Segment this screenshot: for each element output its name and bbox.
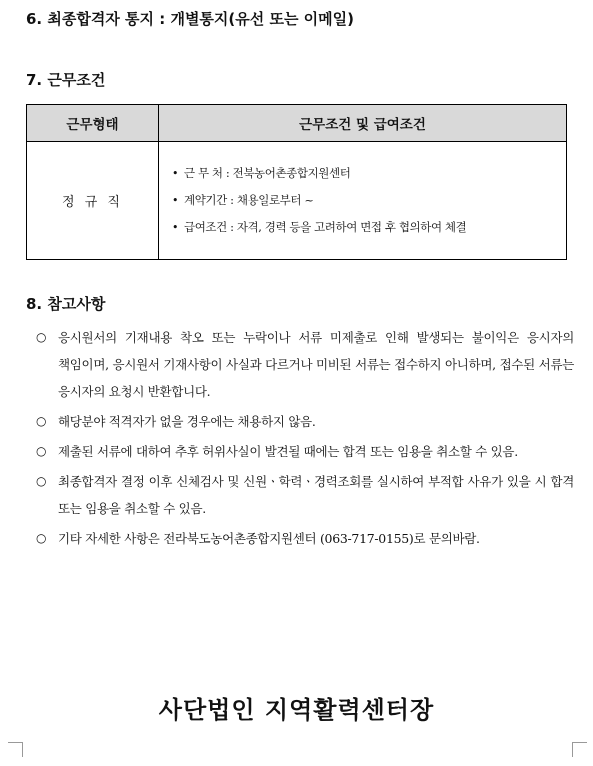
section-7-title: 7. 근무조건 [26,71,106,89]
condition-text: 급여조건 : 자격, 경력 등을 고려하여 면접 후 협의하여 체결 [184,220,467,234]
conditions-list [160,160,565,241]
list-item [36,525,574,552]
table-row [27,142,567,260]
signature: 사단법인 지역활력센터장 [158,695,435,724]
circle-bullet-icon: ○ [36,330,47,344]
page-corner-mark-right [572,742,587,757]
circle-bullet-icon: ○ [36,414,47,428]
circle-bullet-icon: ○ [36,531,47,545]
list-item [36,324,574,405]
circle-bullet-icon: ○ [36,474,47,488]
condition-contract-period [172,187,565,214]
condition-text: 계약기간 : 채용일로부터 ~ [184,193,314,207]
page-corner-mark-left [8,742,23,757]
note-text: 기타 자세한 사항은 전라북도농어촌종합지원센터 (063-717-0155)로 문의바람. [58,531,480,546]
condition-workplace [172,160,565,187]
note-text: 최종합격자 결정 이후 신체검사 및 신원ㆍ학력ㆍ경력조회를 실시하여 부적합 사유가 있을 시 합격 또는 임용을 취소할 수 있음. [58,474,574,516]
list-item [36,468,574,522]
header-employment-type: 근무형태 [27,105,159,142]
conditions-cell [159,142,567,260]
notes-list [36,324,574,555]
bullet-icon: • [172,167,179,180]
bullet-icon: • [172,194,179,207]
section-8-title: 8. 참고사항 [26,295,106,313]
table-header-row [27,105,567,142]
employment-type-cell: 정 규 직 [27,142,159,260]
note-text: 응시원서의 기재내용 착오 또는 누락이나 서류 미제출로 인해 발생되는 불이익은 응시자의 책임이며, 응시원서 기재사항이 사실과 다르거나 미비된 서류는 접수하지 아니하며, 접수된 서류는 응시자의 요청시 반환합니다. [58,330,574,399]
note-text: 해당분야 적격자가 없을 경우에는 채용하지 않음. [58,414,316,429]
condition-text: 근 무 처 : 전북농어촌종합지원센터 [184,166,351,180]
circle-bullet-icon: ○ [36,444,47,458]
work-conditions-table [26,104,567,260]
section-6-title: 6. 최종합격자 통지 : 개별통지(유선 또는 이메일) [26,10,354,28]
list-item [36,438,574,465]
condition-salary [172,214,565,241]
bullet-icon: • [172,221,179,234]
list-item [36,408,574,435]
note-text: 제출된 서류에 대하여 추후 허위사실이 발견될 때에는 합격 또는 임용을 취소할 수 있음. [58,444,518,459]
header-conditions: 근무조건 및 급여조건 [159,105,567,142]
